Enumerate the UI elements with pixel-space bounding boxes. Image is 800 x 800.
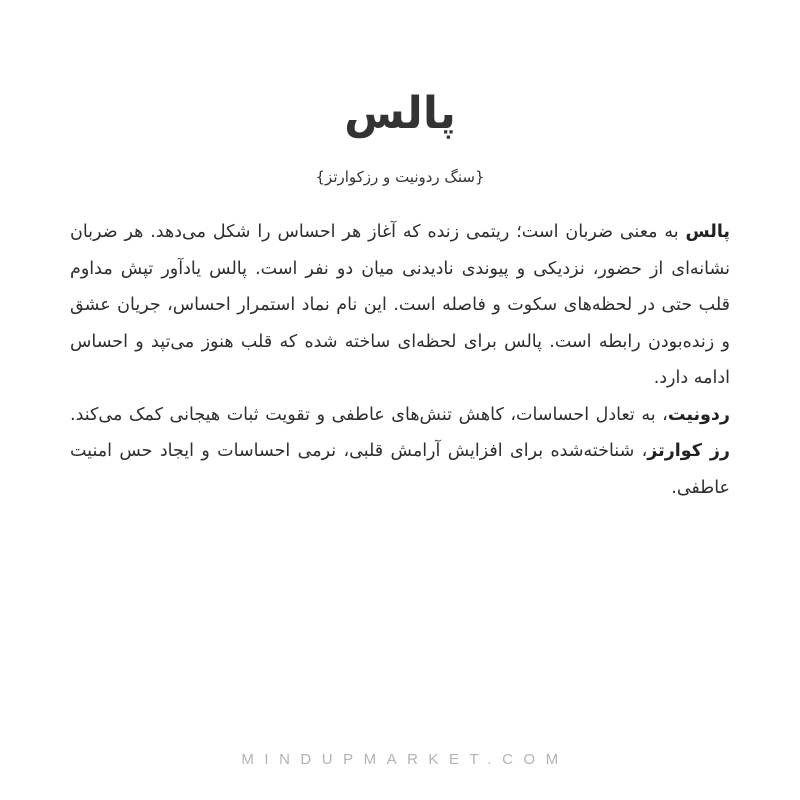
footer-brand: MINDUPMARKET.COM [241, 751, 569, 768]
paragraph-pulse-text: به معنی ضربان است؛ ریتمی زنده که آغاز هر احساس را شکل می‌دهد. هر ضربان نشانه‌ای از حضور، نزدیکی و پیوندی نادیدنی میان دو نفر است. پالس یادآور تپش مداوم قلب حتی در لحظه‌های سکوت و فاصله است. این نام نماد استمرار احساس، جریان عشق و زنده‌بودن رابطه است. پالس برای لحظه‌ای ساخته شده که قلب هنوز می‌تپد و احساس ادامه دارد. [70, 222, 730, 388]
paragraph-stones [70, 397, 730, 507]
page-subtitle: {سنگ ردونیت و رزکوارتز} [315, 168, 485, 186]
rose-quartz-description: ، شناخته‌شده برای افزایش آرامش قلبی، نرمی احساسات و ایجاد حس امنیت عاطفی. [70, 441, 730, 498]
keyword-pulse: پالس [685, 222, 730, 242]
description-body [70, 214, 730, 506]
rhodonite-description: ، به تعادل احساسات، کاهش تنش‌های عاطفی و تقویت ثبات هیجانی کمک می‌کند. [70, 404, 668, 425]
keyword-rhodonite: ردونیت [667, 404, 730, 425]
paragraph-pulse [70, 214, 730, 397]
page-title: پالس [344, 88, 456, 139]
keyword-rose-quartz: رز کوارتز [647, 441, 730, 461]
